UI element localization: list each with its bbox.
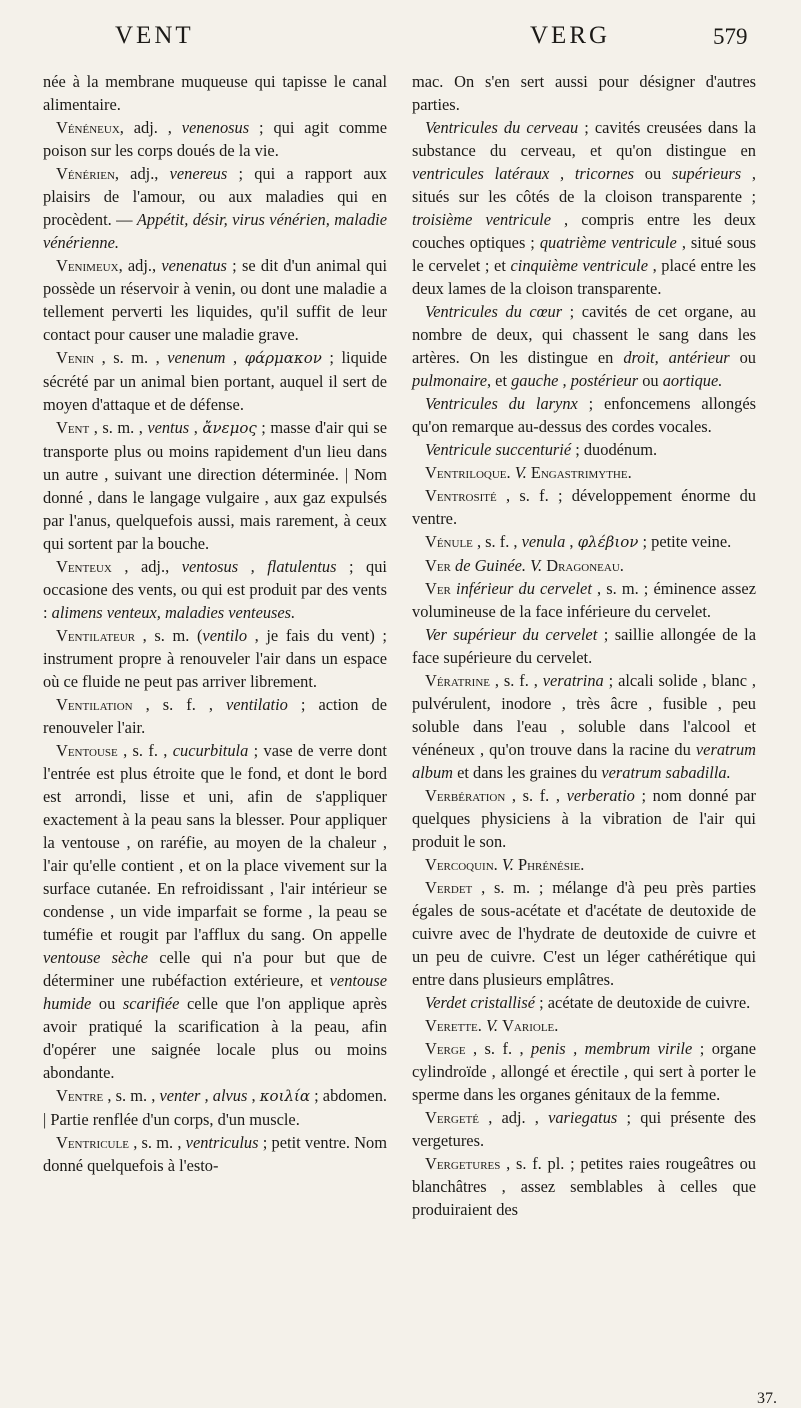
headword: Vergetures xyxy=(425,1154,501,1173)
italic-text: V. xyxy=(514,463,527,482)
entry-text: ; qui présente des vergetures. xyxy=(412,1108,756,1150)
dictionary-entry xyxy=(43,162,387,254)
entry-text: ; qui a rapport aux plaisirs de l'amour, ou aux maladies qui en procèdent. — xyxy=(43,164,387,229)
entry-text: ou xyxy=(638,371,663,390)
entry-text: , xyxy=(189,418,203,437)
italic-text: cucurbitula xyxy=(172,741,249,760)
italic-text: Ventricules du larynx xyxy=(425,394,578,413)
entry-text: , adj. , xyxy=(479,1108,549,1127)
entry-text: , s. m. ( xyxy=(135,626,203,645)
headword: Vénule xyxy=(425,532,473,551)
entry-text: , s. f. pl. ; petites raies rougeâtres ou blanchâtres , assez semblables à celles que produiraient des xyxy=(412,1154,756,1219)
entry-text: , adj. , xyxy=(119,118,182,137)
italic-text: venenatus xyxy=(161,256,227,275)
entry-text: ; liquide sécrété par un animal bien portant, auquel il sert de moyen d'attaque et de défense. xyxy=(43,348,387,414)
dictionary-entry xyxy=(43,693,387,739)
italic-text: V. xyxy=(501,855,514,874)
greek-term: φάρμακον xyxy=(244,349,322,367)
headword: Vergeté xyxy=(425,1108,479,1127)
headword: Vent xyxy=(56,418,90,437)
entry-text: , s. m. ; éminence assez volumineuse de la face inférieure du cervelet. xyxy=(412,579,756,621)
entry-text: ou xyxy=(634,164,672,183)
dictionary-entry xyxy=(43,70,387,116)
dictionary-entry xyxy=(412,784,756,853)
signature-mark: 37. xyxy=(757,1390,777,1407)
entry-text: , adj., xyxy=(111,557,182,576)
headword: Verbération xyxy=(425,786,506,805)
entry-text: ; action de renouveler l'air. xyxy=(43,695,387,737)
entry-text: ; organe cylindroïde , allongé et érectile , qui sert à porter le sperme dans les organes génitaux de la femme. xyxy=(412,1039,757,1104)
headword: Venimeux xyxy=(56,256,119,275)
entry-text: ; enfoncemens allongés qu'on remarque au-dessus des cordes vocales. xyxy=(412,394,756,436)
greek-term: φλέβιον xyxy=(577,533,639,551)
entry-text: , compris entre les deux couches optiques ; xyxy=(412,210,756,252)
entry-text: . xyxy=(627,463,632,482)
entry-text: ; petite veine. xyxy=(638,532,732,551)
italic-text: Ver supérieur du cervelet xyxy=(425,625,598,644)
headword: Ventouse xyxy=(56,741,118,760)
dictionary-entry xyxy=(43,555,387,624)
italic-text: V. xyxy=(530,556,543,575)
headword: Ventre xyxy=(56,1086,104,1105)
headword: Ventilation xyxy=(56,695,133,714)
headword: Phrénésie xyxy=(517,855,581,874)
dictionary-entry xyxy=(412,1014,756,1037)
entry-text: ; saillie allongée de la face supérieure du cervelet. xyxy=(412,625,756,667)
italic-text: Appétit, désir, virus vénérien, maladie vénérienne. xyxy=(43,210,387,252)
italic-text: supérieurs xyxy=(671,164,742,183)
entry-text: ; vase de verre dont l'entrée est plus étroite que le fond, et dont le bord est arrondi, lisse et uni, afin de s'appliquer exactement à la peau sans la blesser. Pour appliquer la ventouse , on raréfie, au moyen de la chaleur , l'air qu'elle contient , et on la place vivement sur la surface cutanée. En refroidissant , l'air intérieur se condense , un vide imparfait se forme , la peau se tuméfie et rougit par l'afflux du sang. On appelle xyxy=(43,741,387,944)
headword: Variole xyxy=(502,1016,555,1035)
dictionary-entry xyxy=(412,392,756,438)
entry-text: . xyxy=(477,1016,486,1035)
italic-text: veratrum album xyxy=(412,740,756,782)
entry-text: ; qui occasione des vents, ou qui est produit par des vents : xyxy=(43,557,387,622)
italic-text: veratrum sabadilla. xyxy=(601,763,731,782)
entry-text: , s. f. , xyxy=(490,671,543,690)
entry-text: ; cavités de cet organe, au nombre de deux, qui chassent le sang dans les artères. On les distingue en xyxy=(412,302,756,367)
dictionary-entry xyxy=(412,461,756,484)
headword: Engastrimythe xyxy=(530,463,628,482)
right-running-head: VERG xyxy=(530,22,611,49)
left-running-head: VENT xyxy=(115,22,194,49)
dictionary-entry xyxy=(43,254,387,346)
entry-text: , xyxy=(225,348,245,367)
italic-text: ventouse humide xyxy=(43,971,387,1013)
entry-text: , s. f. , xyxy=(132,695,226,714)
entry-text: ou xyxy=(91,994,123,1013)
entry-text: ; masse d'air qui se transporte plus ou moins rapidement d'un lieu dans un autre , suivant une direction déterminée. | Nom donné , dans le langage vulgaire , aux gaz expulsés par l'anus, quelquefois aussi, mais rarement, à ceux qui sortent par la bouche. xyxy=(43,418,387,553)
dictionary-entry xyxy=(412,554,756,577)
italic-text: venenum xyxy=(167,348,226,367)
entry-text: celle que l'on applique après avoir pratiqué la scarification à la peau, afin d'opérer une saignée locale plus ou moins abondante. xyxy=(43,994,387,1082)
headword: Vénérien xyxy=(56,164,115,183)
italic-text: inférieur du cervelet xyxy=(456,579,592,598)
entry-text: , situé sous le cervelet ; et xyxy=(412,233,757,275)
dictionary-entry xyxy=(412,116,756,300)
headword: Ver xyxy=(425,579,451,598)
entry-text: . xyxy=(619,556,624,575)
italic-text: ventriculus xyxy=(185,1133,259,1152)
entry-text: , je fais du vent) ; instrument propre à renouveler l'air dans un espace où ce fluide ne peut pas arriver librement. xyxy=(43,626,387,691)
left-column xyxy=(43,70,387,1177)
entry-text: ; nom donné par quelques physiciens à la vibration de l'air qui produit le son. xyxy=(412,786,756,851)
dictionary-entry xyxy=(412,70,756,116)
italic-text: veratrina xyxy=(542,671,604,690)
entry-text: celle qui n'a pour but que de déterminer une rubéfaction extérieure, et xyxy=(43,948,388,990)
entry-text: née à la membrane muqueuse qui tapisse le canal alimentaire. xyxy=(43,72,387,114)
entry-text: , s. m. , xyxy=(94,348,168,367)
entry-text: . xyxy=(554,1016,559,1035)
italic-text: V. xyxy=(485,1016,498,1035)
dictionary-entry xyxy=(43,1131,387,1177)
headword: Venteux xyxy=(56,557,112,576)
entry-text: , s. f. , xyxy=(472,532,522,551)
italic-text: venula xyxy=(521,532,566,551)
entry-text: ou xyxy=(729,348,756,367)
dictionary-entry xyxy=(412,876,756,991)
dictionary-entry xyxy=(43,1084,387,1131)
headword: Vénéneux xyxy=(56,118,120,137)
italic-text: de Guinée. xyxy=(455,556,527,575)
italic-text: ventus xyxy=(147,418,190,437)
italic-text: alimens venteux, maladies venteuses. xyxy=(51,603,296,622)
headword: Ventriloque xyxy=(425,463,507,482)
entry-text: , s. f. , xyxy=(505,786,567,805)
entry-text: , adj., xyxy=(118,256,162,275)
entry-text: , s. m. ; mélange d'à peu près parties égales de sous-acétate et d'acétate de deutoxide de cuivre avec de l'hydrate de deutoxide de cuivre et un peu de cuivre. C'est un léger cathérétique qui entre dans plusieurs emplâtres. xyxy=(412,878,756,989)
italic-text: ventouse sèche xyxy=(43,948,148,967)
italic-text: Ventricules du cerveau xyxy=(425,118,579,137)
italic-text: cinquième ventricule xyxy=(510,256,648,275)
entry-text: , xyxy=(565,532,578,551)
headword: Ventricule xyxy=(56,1133,129,1152)
entry-text: ; acétate de deutoxide de cuivre. xyxy=(535,993,751,1012)
headword: Ventrosité xyxy=(425,486,497,505)
headword: Verge xyxy=(425,1039,466,1058)
entry-text: , s. m. , xyxy=(128,1133,186,1152)
entry-text: ; abdomen. | Partie renflée d'un corps, d'un muscle. xyxy=(43,1086,387,1129)
entry-text: , s. f. , xyxy=(117,741,173,760)
dictionary-entry xyxy=(43,739,387,1084)
italic-text: ventilatio xyxy=(225,695,288,714)
italic-text: ventricules latéraux , tricornes xyxy=(412,164,635,183)
dictionary-entry xyxy=(43,416,387,555)
headword: Ver xyxy=(425,556,451,575)
italic-text: droit, antérieur xyxy=(623,348,730,367)
dictionary-entry xyxy=(412,438,756,461)
entry-text: , s. f. , xyxy=(465,1039,532,1058)
dictionary-entry xyxy=(43,116,387,162)
italic-text: Verdet cristallisé xyxy=(425,993,536,1012)
dictionary-entry xyxy=(412,484,756,530)
right-column xyxy=(412,70,756,1221)
entry-text: et dans les graines du xyxy=(452,763,602,782)
entry-text: , placé entre les deux lames de la cloison transparente. xyxy=(412,256,757,298)
italic-text: troisième ventricule xyxy=(412,210,551,229)
italic-text: Ventricules du cœur xyxy=(425,302,563,321)
running-header xyxy=(0,22,801,62)
dictionary-entry xyxy=(43,624,387,693)
dictionary-entry xyxy=(412,853,756,876)
headword: Verette xyxy=(425,1016,478,1035)
dictionary-entry xyxy=(412,577,756,623)
entry-text: . xyxy=(493,855,502,874)
entry-text: . xyxy=(580,855,585,874)
greek-term: κοιλία xyxy=(259,1087,310,1105)
entry-text: , s. m. , xyxy=(103,1086,160,1105)
entry-text: ; petit ventre. Nom donné quelquefois à l'esto- xyxy=(43,1133,387,1175)
dictionary-entry xyxy=(412,1152,756,1221)
entry-text: ; se dit d'un animal qui possède un réservoir à venin, ou dont une maladie a tellement perverti les liquides, qu'il suffit de leur contact pour causer une maladie grave. xyxy=(43,256,387,344)
entry-text: , adj., xyxy=(114,164,170,183)
italic-text: pulmonaire xyxy=(412,371,487,390)
page-number: 579 xyxy=(713,24,748,49)
headword: Venin xyxy=(56,348,95,367)
dictionary-entry xyxy=(412,300,756,392)
italic-text: gauche , postérieur xyxy=(511,371,639,390)
italic-text: penis , membrum virile xyxy=(531,1039,693,1058)
italic-text: ventosus , flatulentus xyxy=(181,557,337,576)
headword: Vératrine xyxy=(425,671,490,690)
entry-text: , s. m. , xyxy=(89,418,148,437)
greek-term: ἄνεμος xyxy=(202,419,257,437)
entry-text: ; duodénum. xyxy=(571,440,658,459)
italic-text: ventilo xyxy=(202,626,248,645)
headword: Ventilateur xyxy=(56,626,136,645)
italic-text: venenosus xyxy=(181,118,250,137)
dictionary-entry xyxy=(412,1106,756,1152)
headword: Vercoquin xyxy=(425,855,494,874)
italic-text: venter , alvus xyxy=(159,1086,248,1105)
dictionary-entry xyxy=(412,623,756,669)
dictionary-entry xyxy=(412,669,756,784)
italic-text: quatrième ventricule xyxy=(539,233,677,252)
dictionary-entry xyxy=(412,1037,756,1106)
dictionary-entry xyxy=(43,346,387,416)
entry-text: , xyxy=(247,1086,260,1105)
dictionary-entry xyxy=(412,991,756,1014)
entry-text: , et xyxy=(486,371,512,390)
entry-text: ; qui agit comme poison sur les corps doués de la vie. xyxy=(43,118,387,160)
entry-text: ; alcali solide , blanc , pulvérulent, inodore , très âcre , fusible , peu soluble dans l'eau , soluble dans l'alcool et vénéneux , qu'on trouve dans la racine du xyxy=(412,671,757,759)
dictionary-entry xyxy=(412,530,756,554)
entry-text: , situés sur les côtés de la cloison transparente ; xyxy=(412,164,756,206)
italic-text: scarifiée xyxy=(122,994,180,1013)
entry-text: ; cavités creusées dans la substance du cerveau, et qu'on distingue en xyxy=(412,118,756,160)
headword: Dragoneau xyxy=(546,556,620,575)
headword: Verdet xyxy=(425,878,473,897)
entry-text: , s. f. ; développement énorme du ventre. xyxy=(412,486,756,528)
entry-text: . xyxy=(506,463,515,482)
italic-text: verberatio xyxy=(566,786,635,805)
italic-text: Ventricule succenturié xyxy=(425,440,572,459)
italic-text: variegatus xyxy=(548,1108,618,1127)
entry-text: mac. On s'en sert aussi pour désigner d'autres parties. xyxy=(412,72,756,114)
italic-text: venereus xyxy=(169,164,228,183)
italic-text: aortique. xyxy=(662,371,723,390)
